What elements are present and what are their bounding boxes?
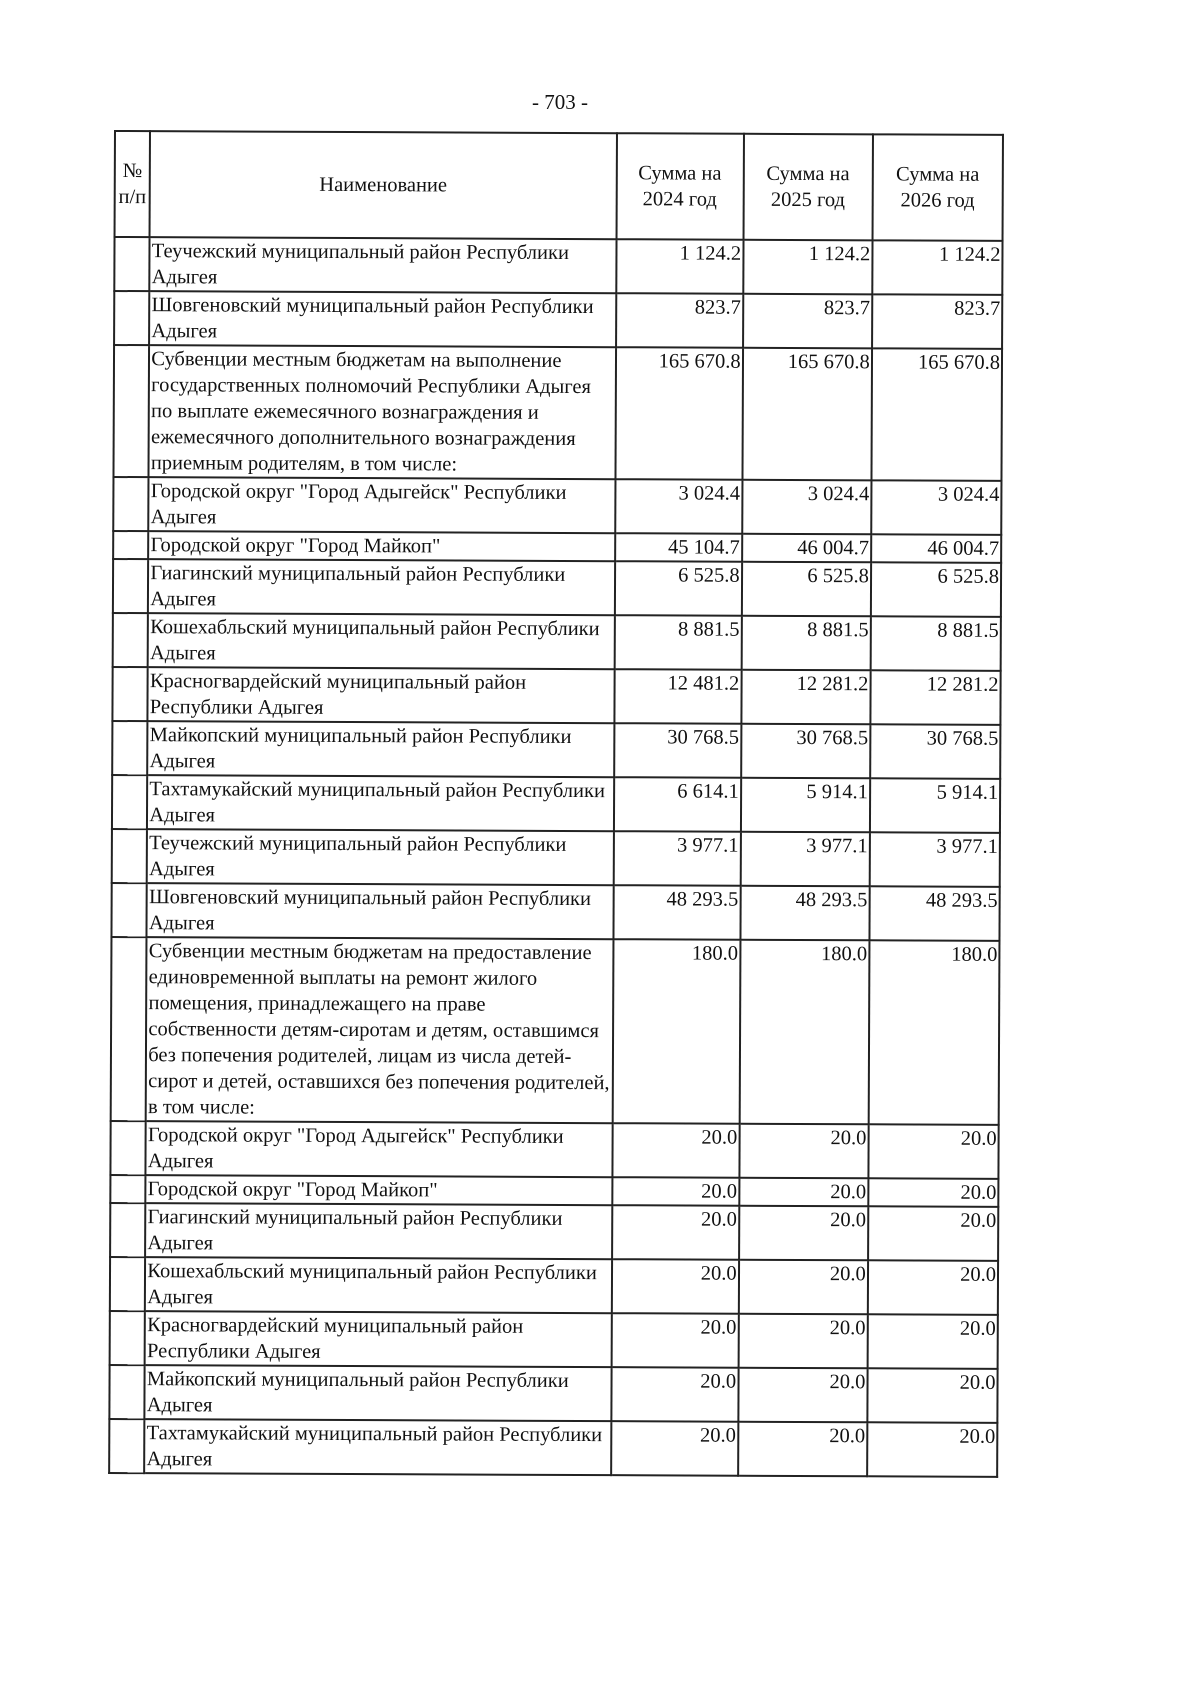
value-2025: 20.0 (739, 1206, 868, 1261)
row-name: Кошехабльский муниципальный район Республики Адыгея (148, 613, 614, 669)
row-number-cell (113, 477, 149, 531)
table-row (113, 477, 1001, 535)
value-2024: 20.0 (612, 1177, 739, 1206)
row-number-cell (111, 883, 147, 937)
row-number-cell (110, 1311, 146, 1365)
value-2025: 20.0 (738, 1260, 867, 1315)
value-2024: 12 481.2 (614, 669, 741, 724)
table-row (114, 237, 1002, 295)
value-2024: 20.0 (611, 1313, 738, 1368)
table-row (111, 937, 1000, 1125)
value-2026: 823.7 (872, 294, 1002, 349)
value-2024: 6 525.8 (614, 561, 741, 616)
row-name: Городской округ "Город Адыгейск" Республики Адыгея (146, 1121, 612, 1177)
value-2024: 48 293.5 (613, 885, 740, 940)
value-2025: 3 024.4 (742, 480, 871, 535)
value-2026: 1 124.2 (872, 240, 1002, 295)
table-row (110, 1257, 998, 1315)
value-2024: 1 124.2 (616, 239, 743, 294)
header-2025: Сумма на 2025 год (743, 134, 873, 241)
table-row (113, 345, 1002, 481)
value-2026: 3 024.4 (871, 480, 1001, 535)
row-name: Гиагинский муниципальный район Республики Адыгея (148, 559, 614, 615)
row-name: Майкопский муниципальный район Республики Адыгея (147, 721, 613, 777)
value-2026: 20.0 (867, 1314, 997, 1369)
value-2024: 180.0 (612, 939, 740, 1124)
row-name: Субвенции местным бюджетам на предоставление единовременной выплаты на ремонт жилого помещения, принадлежащего на праве собственности детям-сиротам и детям, оставшимся без попечения родителей, лицам из числа детей-сирот и детей, оставшихся без попечения родителей, в том числе: (146, 937, 613, 1123)
value-2026: 165 670.8 (871, 348, 1002, 481)
row-number-cell (114, 237, 150, 291)
value-2026: 20.0 (868, 1206, 998, 1261)
row-name: Майкопский муниципальный район Республики Адыгея (145, 1365, 611, 1421)
table-row (110, 1121, 998, 1179)
row-number-cell (113, 345, 149, 477)
value-2024: 3 024.4 (615, 479, 742, 534)
value-2026: 3 977.1 (870, 832, 1000, 887)
value-2025: 20.0 (739, 1124, 868, 1179)
value-2026: 6 525.8 (871, 562, 1001, 617)
table-row (112, 721, 1000, 779)
row-name: Теучежский муниципальный район Республики Адыгея (147, 829, 613, 885)
row-name: Кошехабльский муниципальный район Республики Адыгея (145, 1257, 611, 1313)
row-name: Гиагинский муниципальный район Республики Адыгея (145, 1203, 611, 1259)
value-2025: 3 977.1 (740, 832, 869, 887)
row-name: Тахтамукайский муниципальный район Республики Адыгея (147, 775, 613, 831)
row-name: Субвенции местным бюджетам на выполнение государственных полномочий Республики Адыгея по выплате ежемесячного вознаграждения и ежемесячного дополнительного вознаграждения приемным родителям, в том числе: (149, 345, 616, 479)
value-2025: 20.0 (738, 1422, 867, 1477)
value-2025: 180.0 (739, 940, 869, 1125)
table-row (109, 1419, 997, 1477)
value-2024: 20.0 (611, 1259, 738, 1314)
row-number-cell (110, 1203, 146, 1257)
value-2025: 6 525.8 (742, 562, 871, 617)
row-number-cell (113, 531, 148, 559)
value-2025: 12 281.2 (741, 670, 870, 725)
table-row (111, 883, 999, 941)
value-2025: 20.0 (739, 1178, 868, 1207)
value-2024: 823.7 (616, 293, 743, 348)
table-row (112, 775, 1000, 833)
table-row (110, 1175, 998, 1207)
value-2026: 48 293.5 (869, 886, 999, 941)
table-row (109, 1365, 997, 1423)
row-name: Красногвардейский муниципальный район Республики Адыгея (145, 1311, 611, 1367)
value-2024: 45 104.7 (615, 533, 742, 562)
row-number-cell (113, 613, 149, 667)
value-2024: 6 614.1 (613, 777, 740, 832)
table-row (113, 559, 1001, 617)
table-row (112, 829, 1000, 887)
value-2026: 180.0 (868, 940, 999, 1125)
row-number-cell (114, 291, 150, 345)
value-2024: 165 670.8 (615, 347, 743, 480)
table-body (109, 237, 1002, 1477)
value-2025: 5 914.1 (741, 778, 870, 833)
row-name: Городской округ "Город Адыгейск" Республики Адыгея (149, 477, 615, 533)
row-number-cell (112, 721, 148, 775)
table-row (112, 667, 1000, 725)
value-2025: 30 768.5 (741, 724, 870, 779)
table-row (110, 1311, 998, 1369)
row-name: Городской округ "Город Майкоп" (148, 531, 614, 561)
value-2024: 30 768.5 (614, 723, 741, 778)
row-name: Теучежский муниципальный район Республики Адыгея (150, 237, 616, 293)
value-2026: 20.0 (867, 1368, 997, 1423)
row-name: Красногвардейский муниципальный район Республики Адыгея (148, 667, 614, 723)
row-number-cell (112, 775, 148, 829)
row-name: Шовгеновский муниципальный район Республики Адыгея (149, 291, 615, 347)
value-2025: 823.7 (743, 294, 872, 349)
header-2026: Сумма на 2026 год (872, 134, 1003, 241)
value-2026: 20.0 (868, 1124, 998, 1179)
value-2026: 5 914.1 (870, 778, 1000, 833)
table-header-row (115, 131, 1003, 241)
value-2025: 20.0 (738, 1314, 867, 1369)
row-number-cell (109, 1419, 145, 1473)
value-2026: 20.0 (867, 1422, 997, 1477)
row-name: Городской округ "Город Майкоп" (146, 1175, 612, 1205)
row-number-cell (110, 1121, 146, 1175)
value-2026: 8 881.5 (870, 616, 1000, 671)
page-number: - 703 - (532, 90, 588, 114)
row-number-cell (110, 1175, 145, 1203)
value-2024: 20.0 (611, 1367, 738, 1422)
value-2024: 8 881.5 (614, 615, 741, 670)
value-2024: 3 977.1 (613, 831, 740, 886)
header-name: Наименование (150, 131, 617, 239)
value-2026: 12 281.2 (870, 670, 1000, 725)
value-2025: 165 670.8 (742, 348, 872, 481)
value-2026: 46 004.7 (871, 534, 1001, 563)
table-row (113, 613, 1001, 671)
row-number-cell (112, 667, 148, 721)
row-name: Тахтамукайский муниципальный район Республики Адыгея (144, 1419, 610, 1475)
value-2025: 8 881.5 (741, 616, 870, 671)
value-2025: 20.0 (738, 1368, 867, 1423)
table-row (113, 531, 1001, 563)
table-row (110, 1203, 998, 1261)
value-2024: 20.0 (612, 1205, 739, 1260)
value-2025: 46 004.7 (742, 534, 871, 563)
value-2024: 20.0 (611, 1421, 738, 1476)
value-2026: 20.0 (868, 1178, 998, 1207)
header-number: № п/п (115, 131, 151, 237)
row-number-cell (110, 1257, 146, 1311)
row-number-cell (111, 937, 147, 1121)
row-name: Шовгеновский муниципальный район Республики Адыгея (147, 883, 613, 939)
value-2026: 20.0 (868, 1260, 998, 1315)
value-2025: 1 124.2 (743, 240, 872, 295)
header-2024: Сумма на 2024 год (616, 133, 744, 240)
table-row (114, 291, 1002, 349)
row-number-cell (109, 1365, 145, 1419)
row-number-cell (112, 829, 148, 883)
row-number-cell (113, 559, 149, 613)
value-2025: 48 293.5 (740, 886, 869, 941)
value-2024: 20.0 (612, 1123, 739, 1178)
value-2026: 30 768.5 (870, 724, 1000, 779)
budget-table (108, 130, 1004, 1478)
